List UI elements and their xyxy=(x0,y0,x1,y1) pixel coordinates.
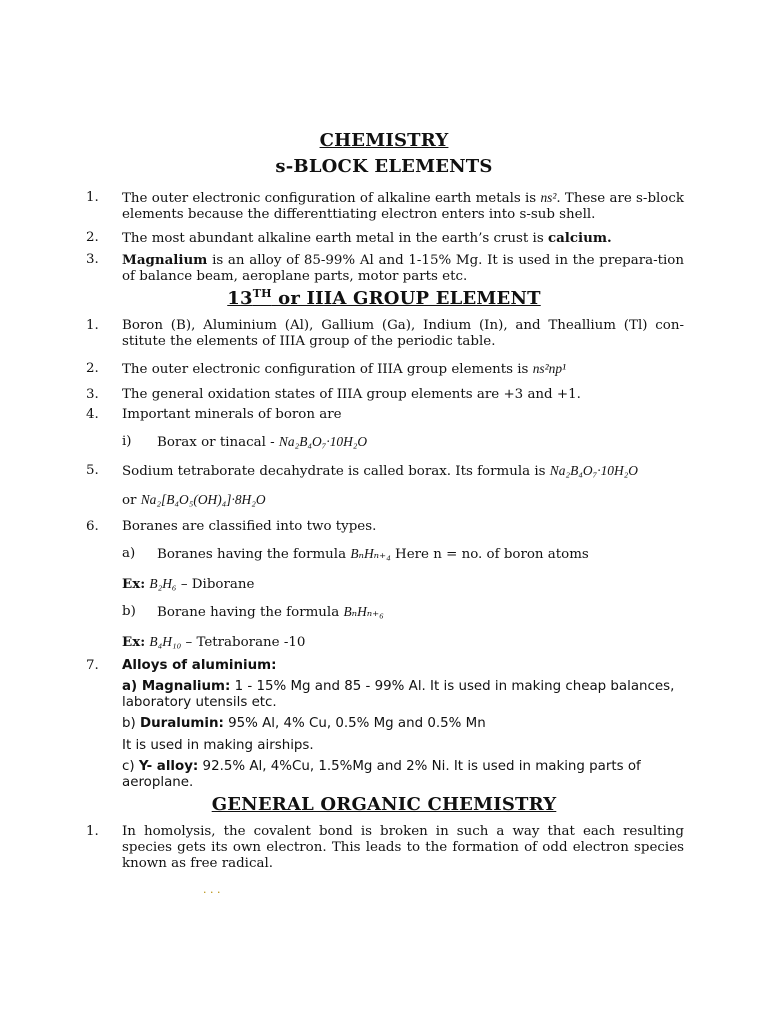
alloy-duralumin-use: It is used in making airships. xyxy=(122,738,314,753)
formula: BₙHₙ₊₄ xyxy=(350,546,391,561)
formula: B₄H₁₀ xyxy=(149,634,182,649)
scan-artifact: · · · xyxy=(203,886,221,899)
section-heading-s-block: s-BLOCK ELEMENTS xyxy=(275,156,493,177)
formula: B₂H₆ xyxy=(149,576,177,591)
alloy-duralumin: b) Duralumin: 95% Al, 4% Cu, 0.5% Mg and 0.5% Mn xyxy=(122,716,486,731)
section-heading-goc: GENERAL ORGANIC CHEMISTRY xyxy=(211,794,557,815)
section-heading-group-13: 13TH or IIIA GROUP ELEMENT xyxy=(227,287,541,309)
alloy-magnalium: a) Magnalium: 1 - 15% Mg and 85 - 99% Al. It is used in making cheap balances, laboratory utensils etc. xyxy=(122,679,675,710)
alloy-y-alloy: c) Y- alloy: 92.5% Al, 4%Cu, 1.5%Mg and 2% Ni. It is used in making parts of aeroplane. xyxy=(122,759,641,790)
formula: ns² xyxy=(540,190,557,205)
borane-example-1: Ex: B₂H₆ – Diborane xyxy=(122,576,255,592)
formula: Na₂B₄O₇·10H₂O xyxy=(278,434,368,449)
formula: Na₂B₄O₇·10H₂O xyxy=(549,463,638,478)
formula: BₙHₙ₊₆ xyxy=(343,604,384,619)
page-title: CHEMISTRY xyxy=(319,130,449,151)
formula: Na₂[B₄O₅(OH)₄]·8H₂O xyxy=(140,492,266,507)
document-page: CHEMISTRY s-BLOCK ELEMENTS 1. The outer electronic configuration of alkaline earth metals is ns². These are s-block elements because the differenttiating electron enters into s-sub shell. 2. The most abundant alkaline earth metal in the earth’s crust is calcium. 3. Magnalium is an alloy of 85-99% Al and 1-15% Mg. It is used in the prepara-tion of balance beam, aeroplane parts, motor parts etc. 13TH or IIIA GROUP ELEMENT 1. Boron (B), Aluminium (Al), Gallium (Ga), Indium (In), and Theallium (Tl) con-stitute the elements of IIIA group of the periodic table. 2. The outer electronic configuration of IIIA group elements is ns²np¹ 3. The general oxidation states of IIIA group elements are +3 and +1. 4. Important minerals of boron are i) Borax or tinacal - Na₂B₄O₇·10H₂O 5. Sodium tetraborate decahydrate is called borax. Its formula is Na₂B₄O₇·10H₂O or Na₂[B₄O₅(OH)₄]·8H₂O 6. Boranes are classified into two types. a) Boranes having the formula BₙHₙ₊₄ Here n = no. of boron atoms Ex: B₂H₆ – Diborane b) Borane having the formula BₙHₙ₊₆ Ex: B₄H₁₀ – Tetraborane -10 7. Alloys of aluminium: a) Magnalium: 1 - 15% Mg and 85 - 99% Al. It is used in making cheap balances, laboratory utensils etc. b) Duralumin: 95% Al, 4% Cu, 0.5% Mg and 0.5% Mn It is used in making airships. c) Y- alloy: 92.5% Al, 4%Cu, 1.5%Mg and 2% Ni. It is used in making parts of aeroplane. GENERAL ORGANIC CHEMISTRY 1. In homolysis, the covalent bond is broken in such a way that each resulting species gets its own electron. This leads to the formation of odd electron species known as free radical. · · · xyxy=(0,0,768,1024)
formula: ns²np¹ xyxy=(532,361,567,376)
borane-example-2: Ex: B₄H₁₀ – Tetraborane -10 xyxy=(122,634,306,650)
